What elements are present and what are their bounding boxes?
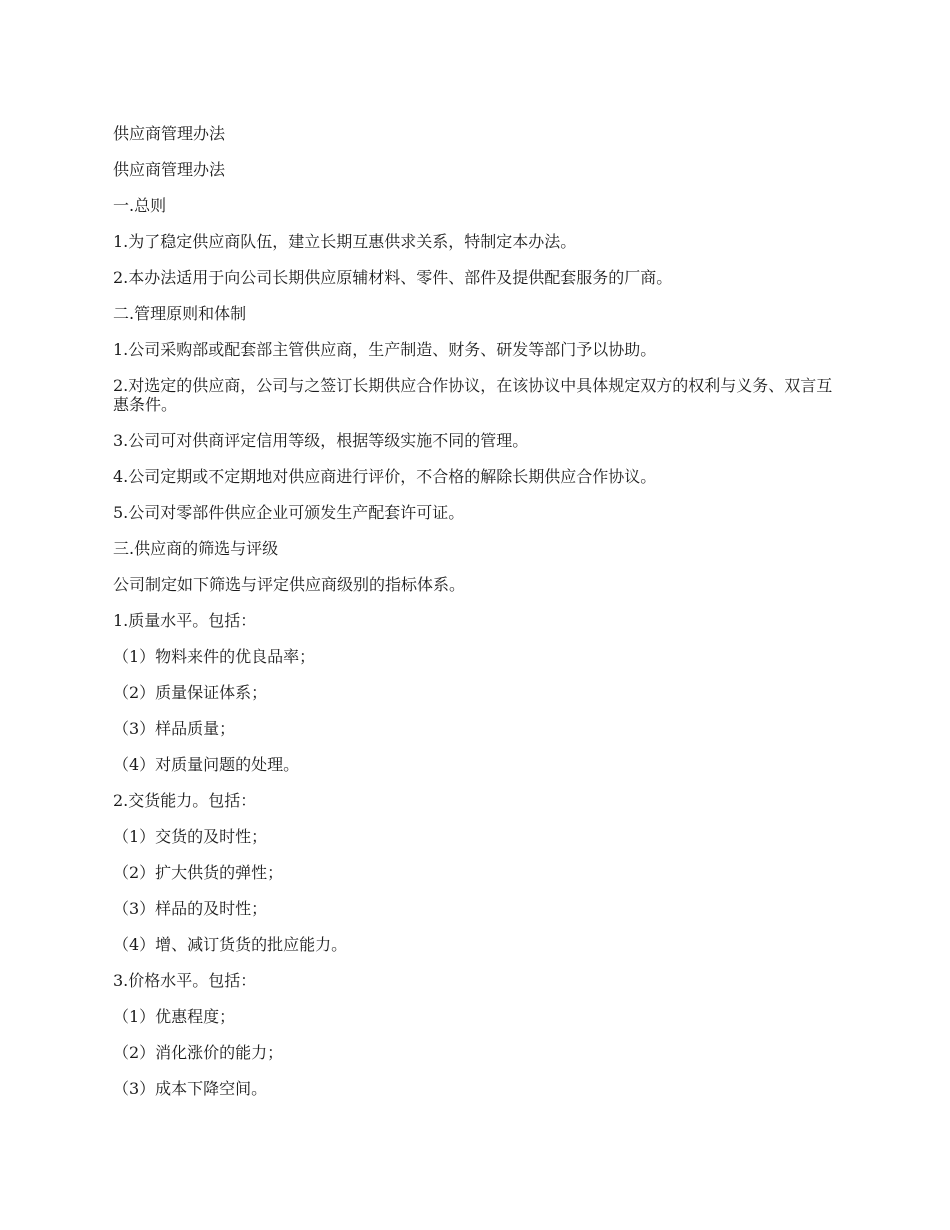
list-heading-quality: 1.质量水平。包括： bbox=[113, 611, 257, 630]
list-item: （1）交货的及时性； bbox=[113, 827, 268, 846]
paragraph: 2.本办法适用于向公司长期供应原辅材料、零件、部件及提供配套服务的厂商。 bbox=[113, 268, 673, 287]
list-heading-delivery: 2.交货能力。包括： bbox=[113, 791, 257, 810]
list-item: （4）增、减订货货的批应能力。 bbox=[113, 935, 348, 954]
section-heading-screening: 三.供应商的筛选与评级 bbox=[113, 539, 279, 558]
paragraph: 4.公司定期或不定期地对供应商进行评价，不合格的解除长期供应合作协议。 bbox=[113, 467, 657, 486]
paragraph: 3.公司可对供商评定信用等级，根据等级实施不同的管理。 bbox=[113, 431, 529, 450]
section-heading-principles: 二.管理原则和体制 bbox=[113, 304, 247, 323]
paragraph: 5.公司对零部件供应企业可颁发生产配套许可证。 bbox=[113, 503, 465, 522]
list-item: （4）对质量问题的处理。 bbox=[113, 755, 300, 774]
section-heading-general: 一.总则 bbox=[113, 196, 167, 215]
doc-subtitle: 供应商管理办法 bbox=[113, 160, 226, 179]
document-body bbox=[113, 124, 838, 1115]
paragraph: 1.公司采购部或配套部主管供应商，生产制造、财务、研发等部门予以协助。 bbox=[113, 340, 657, 359]
list-item: （3）样品的及时性； bbox=[113, 899, 268, 918]
list-item: （2）扩大供货的弹性； bbox=[113, 863, 284, 882]
list-item: （3）样品质量； bbox=[113, 719, 236, 738]
paragraph: 公司制定如下筛选与评定供应商级别的指标体系。 bbox=[113, 575, 466, 594]
list-item: （2）质量保证体系； bbox=[113, 683, 268, 702]
list-item: （1）优惠程度； bbox=[113, 1007, 236, 1026]
paragraph: 1.为了稳定供应商队伍，建立长期互惠供求关系，特制定本办法。 bbox=[113, 232, 577, 251]
list-item: （2）消化涨价的能力； bbox=[113, 1043, 284, 1062]
list-heading-price: 3.价格水平。包括： bbox=[113, 971, 257, 990]
paragraph: 2.对选定的供应商，公司与之签订长期供应合作协议，在该协议中具体规定双方的权利与义务、双言互惠条件。 bbox=[113, 376, 833, 414]
doc-title: 供应商管理办法 bbox=[113, 124, 226, 143]
list-item: （3）成本下降空间。 bbox=[113, 1079, 268, 1098]
list-item: （1）物料来件的优良品率； bbox=[113, 647, 316, 666]
